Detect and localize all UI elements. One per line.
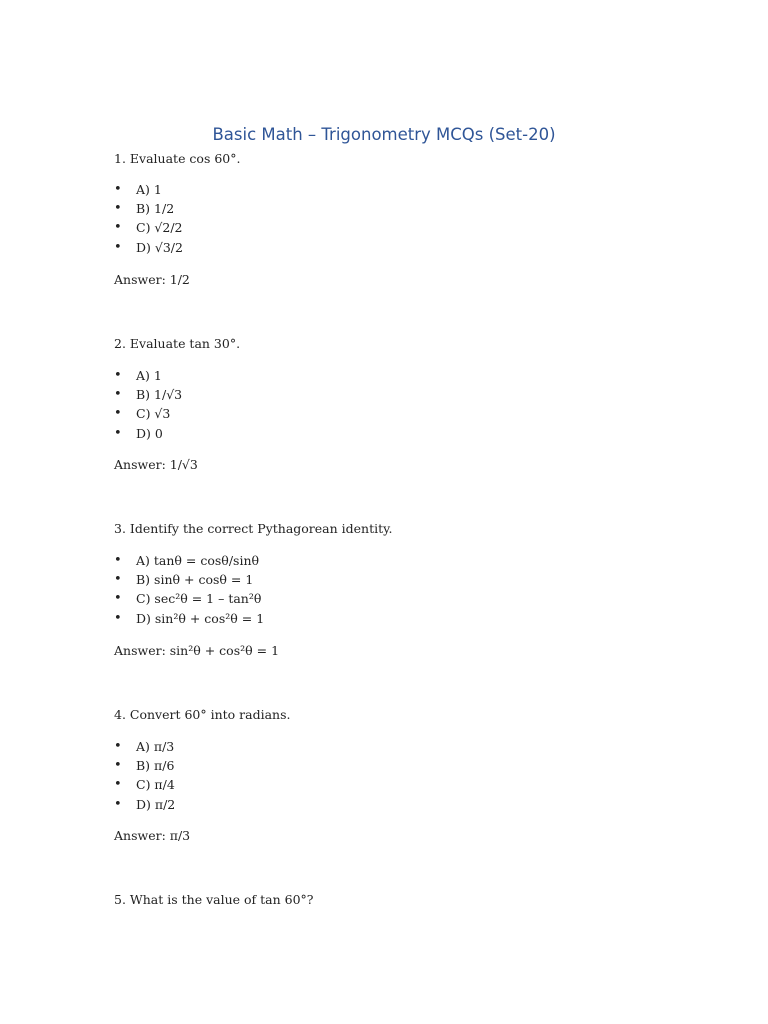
option-item (114, 404, 182, 423)
bullet-icon: • (114, 739, 122, 754)
bullet-icon: • (114, 406, 122, 422)
question-4-options (114, 737, 175, 814)
option-label: C) √2/2 (136, 220, 183, 236)
option-item (114, 609, 264, 628)
bullet-icon: • (114, 553, 122, 568)
question-4-text: 4. Convert 60° into radians. (114, 707, 291, 722)
option-item (114, 424, 182, 443)
option-label: D) 0 (136, 425, 163, 441)
bullet-icon: • (114, 758, 122, 774)
question-4-answer: Answer: π/3 (114, 828, 191, 843)
option-item (114, 180, 183, 199)
option-label: B) sinθ + cosθ = 1 (136, 572, 254, 588)
question-1-answer: Answer: 1/2 (114, 272, 190, 287)
option-label: A) 1 (136, 368, 162, 383)
option-item (114, 795, 175, 814)
bullet-icon: • (114, 796, 122, 812)
option-item (114, 199, 183, 218)
question-3-options (114, 551, 264, 628)
option-item (114, 238, 183, 257)
option-label: A) π/3 (136, 739, 175, 754)
question-1-options (114, 180, 183, 257)
question-2-options (114, 366, 182, 443)
option-label: D) √3/2 (136, 239, 183, 255)
option-label: B) 1/√3 (136, 387, 183, 403)
bullet-icon: • (114, 387, 122, 403)
bullet-icon: • (114, 201, 122, 217)
bullet-icon: • (114, 182, 122, 197)
bullet-icon: • (114, 220, 122, 236)
bullet-icon: • (114, 591, 122, 607)
bullet-icon: • (114, 572, 122, 588)
option-label: A) 1 (136, 182, 162, 197)
option-item (114, 589, 264, 608)
option-label: C) π/4 (136, 777, 175, 793)
option-label: A) tanθ = cosθ/sinθ (136, 553, 260, 568)
option-item (114, 737, 175, 756)
option-label: B) π/6 (136, 758, 175, 774)
bullet-icon: • (114, 239, 122, 255)
option-item (114, 385, 182, 404)
question-2-text: 2. Evaluate tan 30°. (114, 336, 241, 351)
option-item (114, 551, 264, 570)
option-label: D) sin²θ + cos²θ = 1 (136, 610, 265, 626)
bullet-icon: • (114, 777, 122, 793)
document-title: Basic Math – Trigonometry MCQs (Set-20) (212, 125, 556, 144)
option-label: D) π/2 (136, 796, 176, 812)
question-1-text: 1. Evaluate cos 60°. (114, 151, 241, 166)
bullet-icon: • (114, 610, 122, 626)
question-3-answer: Answer: sin²θ + cos²θ = 1 (114, 643, 280, 658)
option-item (114, 366, 182, 385)
option-item (114, 756, 175, 775)
bullet-icon: • (114, 368, 122, 383)
option-item (114, 775, 175, 794)
option-label: B) 1/2 (136, 201, 175, 217)
bullet-icon: • (114, 425, 122, 441)
option-item (114, 218, 183, 237)
option-label: C) √3 (136, 406, 171, 422)
question-2-answer: Answer: 1/√3 (114, 457, 198, 472)
question-3-text: 3. Identify the correct Pythagorean identity. (114, 521, 393, 536)
question-5-text: 5. What is the value of tan 60°? (114, 892, 314, 907)
option-item (114, 570, 264, 589)
option-label: C) sec²θ = 1 – tan²θ (136, 591, 262, 607)
